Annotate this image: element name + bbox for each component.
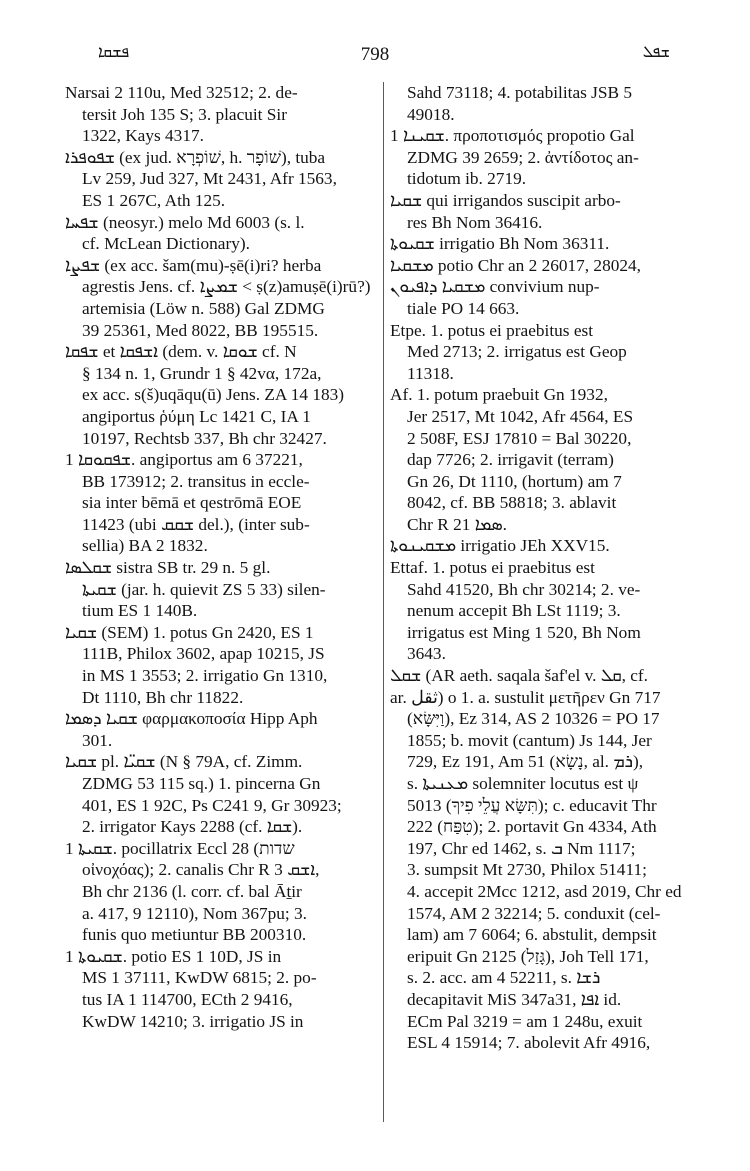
right-column-line: nenum accepit Bh LSt 1119; 3. — [407, 601, 621, 621]
left-column-line: Narsai 2 110u, Med 32512; 2. de- — [65, 83, 298, 102]
right-column-line: res Bh Nom 36416. — [407, 212, 543, 232]
right-column-line: ܫܩܝܢܐ 1. προποτισμός propotio Gal — [390, 126, 635, 146]
right-column-line: s. 2. acc. am 4 52211, s. ܪܫܐ — [407, 968, 601, 988]
left-column — [65, 82, 378, 1032]
right-column-line: 729, Ez 191, Am 51 (נָשָׂא, al. ܪܡ), — [407, 752, 644, 772]
right-column-line: 5013 (תִּשָּׂא עֲלֵי פִיךָ); c. educavit Thr — [407, 795, 657, 815]
left-column-line: 1322, Kays 4317. — [82, 126, 204, 146]
right-column-line: ܫܩܝܐ qui irrigandos suscipit arbo- — [390, 190, 621, 210]
right-column-line: decapitavit MiS 347a31, ܐܦܐ id. — [407, 989, 622, 1009]
left-column-line: tium ES 1 140B. — [82, 601, 198, 621]
right-column-line: s. ܡܥܢܝܬܐ solemniter locutus est ψ — [407, 774, 639, 793]
left-column-line: a. 417, 9 12110), Nom 367pu; 3. — [82, 903, 307, 923]
right-column-line: Sahd 73118; 4. potabilitas JSB 5 — [407, 83, 632, 102]
right-column-line: 49018. — [407, 104, 455, 124]
left-column-line: Dt 1110, Bh chr 11822. — [82, 687, 244, 707]
left-column-line: ex acc. s(š)uqāqu(ū) Jens. ZA 14 183) — [82, 385, 345, 405]
left-column-line: 401, ES 1 92C, Ps C241 9, Gr 30923; — [82, 795, 342, 815]
right-column-line: lam) am 7 6064; 6. abstulit, dempsit — [407, 925, 657, 945]
right-column-line: 3643. — [407, 644, 446, 664]
right-column-line: dap 7726; 2. irrigavit (terram) — [407, 450, 614, 470]
left-column-line: ܫܩܝܐ ܕܣܡܐ φαρμακοποσία Hipp Aph — [65, 709, 318, 729]
right-column-line: ESL 4 15914; 7. abolevit Afr 4916, — [407, 1033, 651, 1053]
left-column-line: ܫܩܝܐ (SEM) 1. potus Gn 2420, ES 1 — [65, 622, 314, 642]
header-right-word: ܫܦܠ — [642, 44, 670, 61]
left-column-line: ܫܩܝܘܬܐ 1. potio ES 1 10D, JS in — [65, 946, 282, 966]
left-column-line: sellia) BA 2 1832. — [82, 536, 208, 556]
left-column-line: ܫܦܘܦܪܐ (ex jud. שׁוֹפְרָא, h. שׁוֹפָר), tuba — [65, 147, 326, 167]
left-column-line: ܫܩܠܣܐ sistra SB tr. 29 n. 5 gl. — [65, 558, 271, 578]
right-column-line: Med 2713; 2. irrigatus est Geop — [407, 342, 627, 362]
right-column-line: Ettaf. 1. potus ei praebitus est — [390, 558, 595, 578]
right-column — [390, 82, 697, 1054]
left-column-line: ܫܩܝܬܐ (jar. h. quievit ZS 5 33) silen- — [82, 579, 326, 599]
left-column-line: 2. irrigator Kays 2288 (cf. ܫܩܐ). — [82, 817, 303, 837]
left-column-line: artemisia (Löw n. 588) Gal ZDMG — [82, 298, 325, 318]
left-column-line: ܫܦܩܘܩܐ 1. angiportus am 6 37221, — [65, 450, 303, 470]
left-column-line: ܫܦܩܐ et ܐܫܦܩܐ (dem. v. ܫܘܩܐ cf. N — [65, 342, 297, 362]
right-column-line: ܡܫܩܝܐ potio Chr an 2 26017, 28024, — [390, 255, 641, 275]
right-column-line: ܡܫܩܝܢܘܬܐ irrigatio JEh XXV15. — [390, 536, 610, 556]
right-column-line: irrigatus est Ming 1 520, Bh Nom — [407, 622, 641, 642]
left-column-line: cf. McLean Dictionary). — [82, 234, 250, 254]
left-column-line: 111B, Philox 3602, apap 10215, JS — [82, 644, 325, 664]
left-column-line: KwDW 14210; 3. irrigatio JS in — [82, 1011, 304, 1031]
left-column-line: ܫܦܨܐ (ex acc. šam(mu)-ṣē(i)ri? herba — [65, 255, 322, 275]
right-column-line: ZDMG 39 2659; 2. ἀντίδοτος an- — [407, 147, 639, 167]
left-column-line: in MS 1 3553; 2. irrigatio Gn 1310, — [82, 666, 328, 686]
left-column-line: ܫܩܝܬܐ 1. pocillatrix Eccl 28 (שדות — [65, 838, 295, 858]
left-column-line: angiportus ῥύμη Lc 1421 C, IA 1 — [82, 406, 311, 426]
left-column-line: 11423 (ubi ܫܩܩ del.), (inter sub- — [82, 514, 310, 534]
right-column-line: 1855; b. movit (cantum) Js 144, Jer — [407, 730, 652, 750]
right-column-line: 222 (טִפַּח); 2. portavit Gn 4334, Ath — [407, 817, 657, 837]
right-column-line: Sahd 41520, Bh chr 30214; 2. ve- — [407, 579, 641, 599]
right-column-line: ar. ثقل) o 1. a. sustulit μετῆρεν Gn 717 — [390, 687, 661, 707]
header-left-word: ܦܫܩܐ — [98, 44, 130, 61]
right-column-line: tiale PO 14 663. — [407, 298, 520, 318]
left-column-line: MS 1 37111, KwDW 6815; 2. po- — [82, 968, 317, 988]
right-column-line: tidotum ib. 2719. — [407, 169, 527, 189]
right-column-line: ܫܩܝܘܬܐ irrigatio Bh Nom 36311. — [390, 234, 610, 254]
left-column-line: BB 173912; 2. transitus in eccle- — [82, 471, 310, 491]
left-column-line: ܫܩܝܐ pl. ܫܩܝ̈ܐ (N § 79A, cf. Zimm. — [65, 752, 303, 772]
running-header — [0, 44, 750, 68]
left-column-line: 10197, Rechtsb 337, Bh chr 32427. — [82, 428, 327, 448]
right-column-line: ܡܫܩܝܐ ܕܐܦܝܘܢ convivium nup- — [390, 277, 600, 297]
right-column-line: 1574, AM 2 32214; 5. conduxit (cel- — [407, 903, 661, 923]
right-column-line: 8042, cf. BB 58818; 3. ablavit — [407, 493, 617, 513]
left-column-line: sia inter bēmā et qestrōmā EOE — [82, 493, 302, 513]
right-column-line: 2 508F, ESJ 17810 = Bal 30220, — [407, 428, 632, 448]
right-column-line: Jer 2517, Mt 1042, Afr 4564, ES — [407, 406, 634, 426]
left-column-line: agrestis Jens. cf. ܫܡܨܐ < ṣ(z)amuṣē(i)rū?) — [82, 277, 371, 297]
left-column-line: ܫܦܚܐ (neosyr.) melo Md 6003 (s. l. — [65, 212, 305, 232]
left-column-line: 39 25361, Med 8022, BB 195515. — [82, 320, 319, 340]
left-column-line: § 134 n. 1, Grundr 1 § 42vα, 172a, — [82, 363, 322, 383]
right-column-line: (וַיִּשָּׂא), Ez 314, AS 2 10326 = PO 17 — [407, 709, 660, 729]
right-column-line: eripuit Gn 2125 (גָּזַל), Joh Tell 171, — [407, 946, 649, 966]
left-column-line: Bh chr 2136 (l. corr. cf. bal Āṯir — [82, 881, 302, 901]
left-column-line: funis quo metiuntur BB 200310. — [82, 925, 307, 945]
column-divider — [383, 82, 384, 1122]
right-column-line: Gn 26, Dt 1110, (hortum) am 7 — [407, 471, 622, 491]
right-column-line: ECm Pal 3219 = am 1 248u, exuit — [407, 1011, 643, 1031]
right-column-line: 4. accepit 2Mcc 1212, asd 2019, Chr ed — [407, 881, 682, 901]
right-column-line: 3. sumpsit Mt 2730, Philox 51411; — [407, 860, 647, 880]
right-column-line: Af. 1. potum praebuit Gn 1932, — [390, 385, 608, 405]
left-column-line: ES 1 267C, Ath 125. — [82, 190, 226, 210]
left-column-line: tersit Joh 135 S; 3. placuit Sir — [82, 104, 287, 124]
right-column-line: 11318. — [407, 363, 454, 383]
right-column-line: ܫܩܠ (AR aeth. saqala šaf'el v. ܩܠ, cf. — [390, 666, 648, 686]
page-number: 798 — [360, 44, 390, 65]
left-column-line: 301. — [82, 730, 113, 750]
right-column-line: Etpe. 1. potus ei praebitus est — [390, 320, 594, 340]
right-column-line: Chr R ܣܡܐ 21. — [407, 514, 507, 534]
left-column-line: ZDMG 53 115 sq.) 1. pincerna Gn — [82, 774, 321, 793]
left-column-line: tus IA 1 114700, ECth 2 9416, — [82, 989, 293, 1009]
right-column-line: 197, Chr ed 1462, s. ܒ Nm 1117; — [407, 838, 636, 858]
left-column-line: οἰνοχόας); 2. canalis Chr R ܐܫܩ 3, — [82, 860, 320, 880]
left-column-line: Lv 259, Jud 327, Mt 2431, Afr 1563, — [82, 169, 337, 189]
